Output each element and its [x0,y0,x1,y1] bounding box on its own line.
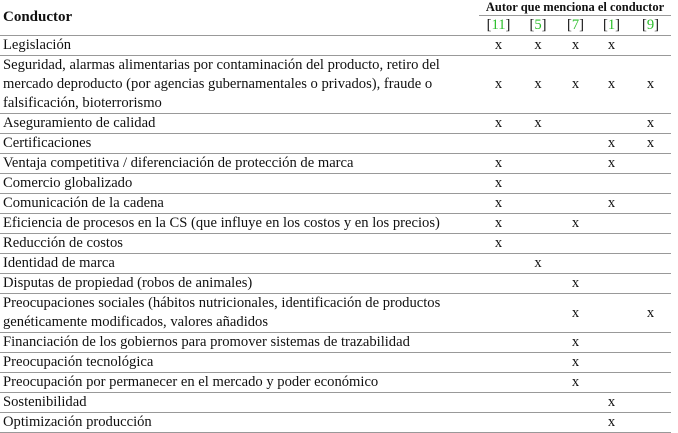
author-mark: x [479,36,518,56]
driver-label: Preocupaciones sociales (hábitos nutricionales, identificación de productos genéticamente modificados, valores añadidos [0,294,479,333]
reference-header: [5] [518,16,558,36]
table-row [0,174,671,194]
author-mark: x [630,114,671,134]
driver-label: Comunicación de la cadena [0,194,479,214]
author-mark [558,114,593,134]
author-mark: x [479,56,518,114]
author-mark: x [593,413,630,433]
author-mark [630,154,671,174]
author-mark [558,234,593,254]
table-row [0,254,671,274]
driver-label: Preocupación por permanecer en el mercado y poder económico [0,373,479,393]
author-mark [630,353,671,373]
author-mark: x [518,254,558,274]
author-mark [479,134,518,154]
author-mark [558,134,593,154]
author-mark [518,174,558,194]
author-mark: x [593,194,630,214]
author-mark: x [518,56,558,114]
reference-header: [9] [630,16,671,36]
table-row [0,393,671,413]
author-mark [479,294,518,333]
driver-label: Disputas de propiedad (robos de animales) [0,274,479,294]
author-mark: x [518,36,558,56]
author-mark [630,413,671,433]
driver-label: Aseguramiento de calidad [0,114,479,134]
author-mark [630,234,671,254]
author-mark [593,174,630,194]
author-mark [479,393,518,413]
author-mark: x [479,174,518,194]
author-mark: x [479,194,518,214]
driver-label: Reducción de costos [0,234,479,254]
author-mark: x [518,114,558,134]
author-mark: x [593,56,630,114]
driver-label: Sostenibilidad [0,393,479,413]
author-mark: x [593,134,630,154]
author-mark [518,154,558,174]
author-mark [518,194,558,214]
author-mark [630,254,671,274]
driver-label: Certificaciones [0,134,479,154]
author-mark [630,274,671,294]
author-mark [558,154,593,174]
author-mark [518,234,558,254]
author-mark [593,254,630,274]
author-mark: x [593,154,630,174]
author-mark [558,174,593,194]
author-mark [479,333,518,353]
column-header-author: Autor que menciona el conductor [479,0,671,16]
author-mark [518,294,558,333]
author-mark [630,214,671,234]
table-row [0,373,671,393]
author-mark: x [630,134,671,154]
table-row [0,194,671,214]
author-mark: x [630,56,671,114]
reference-link[interactable]: 11 [491,17,506,33]
table-row [0,274,671,294]
author-mark [558,413,593,433]
author-mark [593,294,630,333]
author-mark: x [479,154,518,174]
author-mark [630,373,671,393]
author-mark: x [479,234,518,254]
reference-link[interactable]: 9 [646,17,655,33]
table-row [0,234,671,254]
reference-header: [11] [479,16,518,36]
author-mark [630,194,671,214]
author-mark [593,333,630,353]
author-mark: x [558,36,593,56]
table-row [0,134,671,154]
author-mark: x [479,214,518,234]
author-mark: x [593,393,630,413]
author-mark [593,373,630,393]
reference-link[interactable]: 1 [607,17,616,33]
table-row [0,294,671,333]
author-mark: x [558,294,593,333]
author-mark [630,174,671,194]
driver-label: Preocupación tecnológica [0,353,479,373]
author-mark: x [593,36,630,56]
author-mark: x [479,114,518,134]
author-mark [593,214,630,234]
column-header-conductor: Conductor [0,0,479,36]
author-mark [479,413,518,433]
author-mark: x [558,353,593,373]
author-mark [630,36,671,56]
author-mark [630,393,671,413]
driver-label: Ventaja competitiva / diferenciación de protección de marca [0,154,479,174]
reference-header: [1] [593,16,630,36]
author-mark: x [558,373,593,393]
author-mark [518,214,558,234]
author-mark: x [558,214,593,234]
table-row [0,36,671,56]
author-mark [593,274,630,294]
author-mark: x [630,294,671,333]
driver-label: Seguridad, alarmas alimentarias por contaminación del producto, retiro del mercado deproducto (por agencias gubernamentales o privados), fraude o falsificación, bioterrorismo [0,56,479,114]
author-mark [518,274,558,294]
author-mark [518,373,558,393]
table-row [0,56,671,114]
table-row [0,114,671,134]
author-mark [593,353,630,373]
table-row [0,154,671,174]
reference-header: [7] [558,16,593,36]
author-mark [479,353,518,373]
author-mark [593,114,630,134]
driver-label: Identidad de marca [0,254,479,274]
author-mark [479,373,518,393]
author-mark: x [558,56,593,114]
author-mark [518,353,558,373]
author-mark [593,234,630,254]
author-mark: x [558,274,593,294]
table-row [0,413,671,433]
author-mark [558,254,593,274]
driver-label: Legislación [0,36,479,56]
driver-label: Eficiencia de procesos en la CS (que influye en los costos y en los precios) [0,214,479,234]
author-mark [479,274,518,294]
author-mark [518,333,558,353]
author-mark [558,393,593,413]
author-mark [518,134,558,154]
author-mark [479,254,518,274]
author-mark [518,393,558,413]
driver-label: Comercio globalizado [0,174,479,194]
author-mark: x [558,333,593,353]
driver-label: Financiación de los gobiernos para promover sistemas de trazabilidad [0,333,479,353]
table-row [0,333,671,353]
author-mark [630,333,671,353]
table-row [0,214,671,234]
driver-label: Optimización producción [0,413,479,433]
author-mark [518,413,558,433]
author-mark [558,194,593,214]
table-row [0,353,671,373]
reference-link[interactable]: 7 [571,17,580,33]
reference-link[interactable]: 5 [534,17,542,33]
